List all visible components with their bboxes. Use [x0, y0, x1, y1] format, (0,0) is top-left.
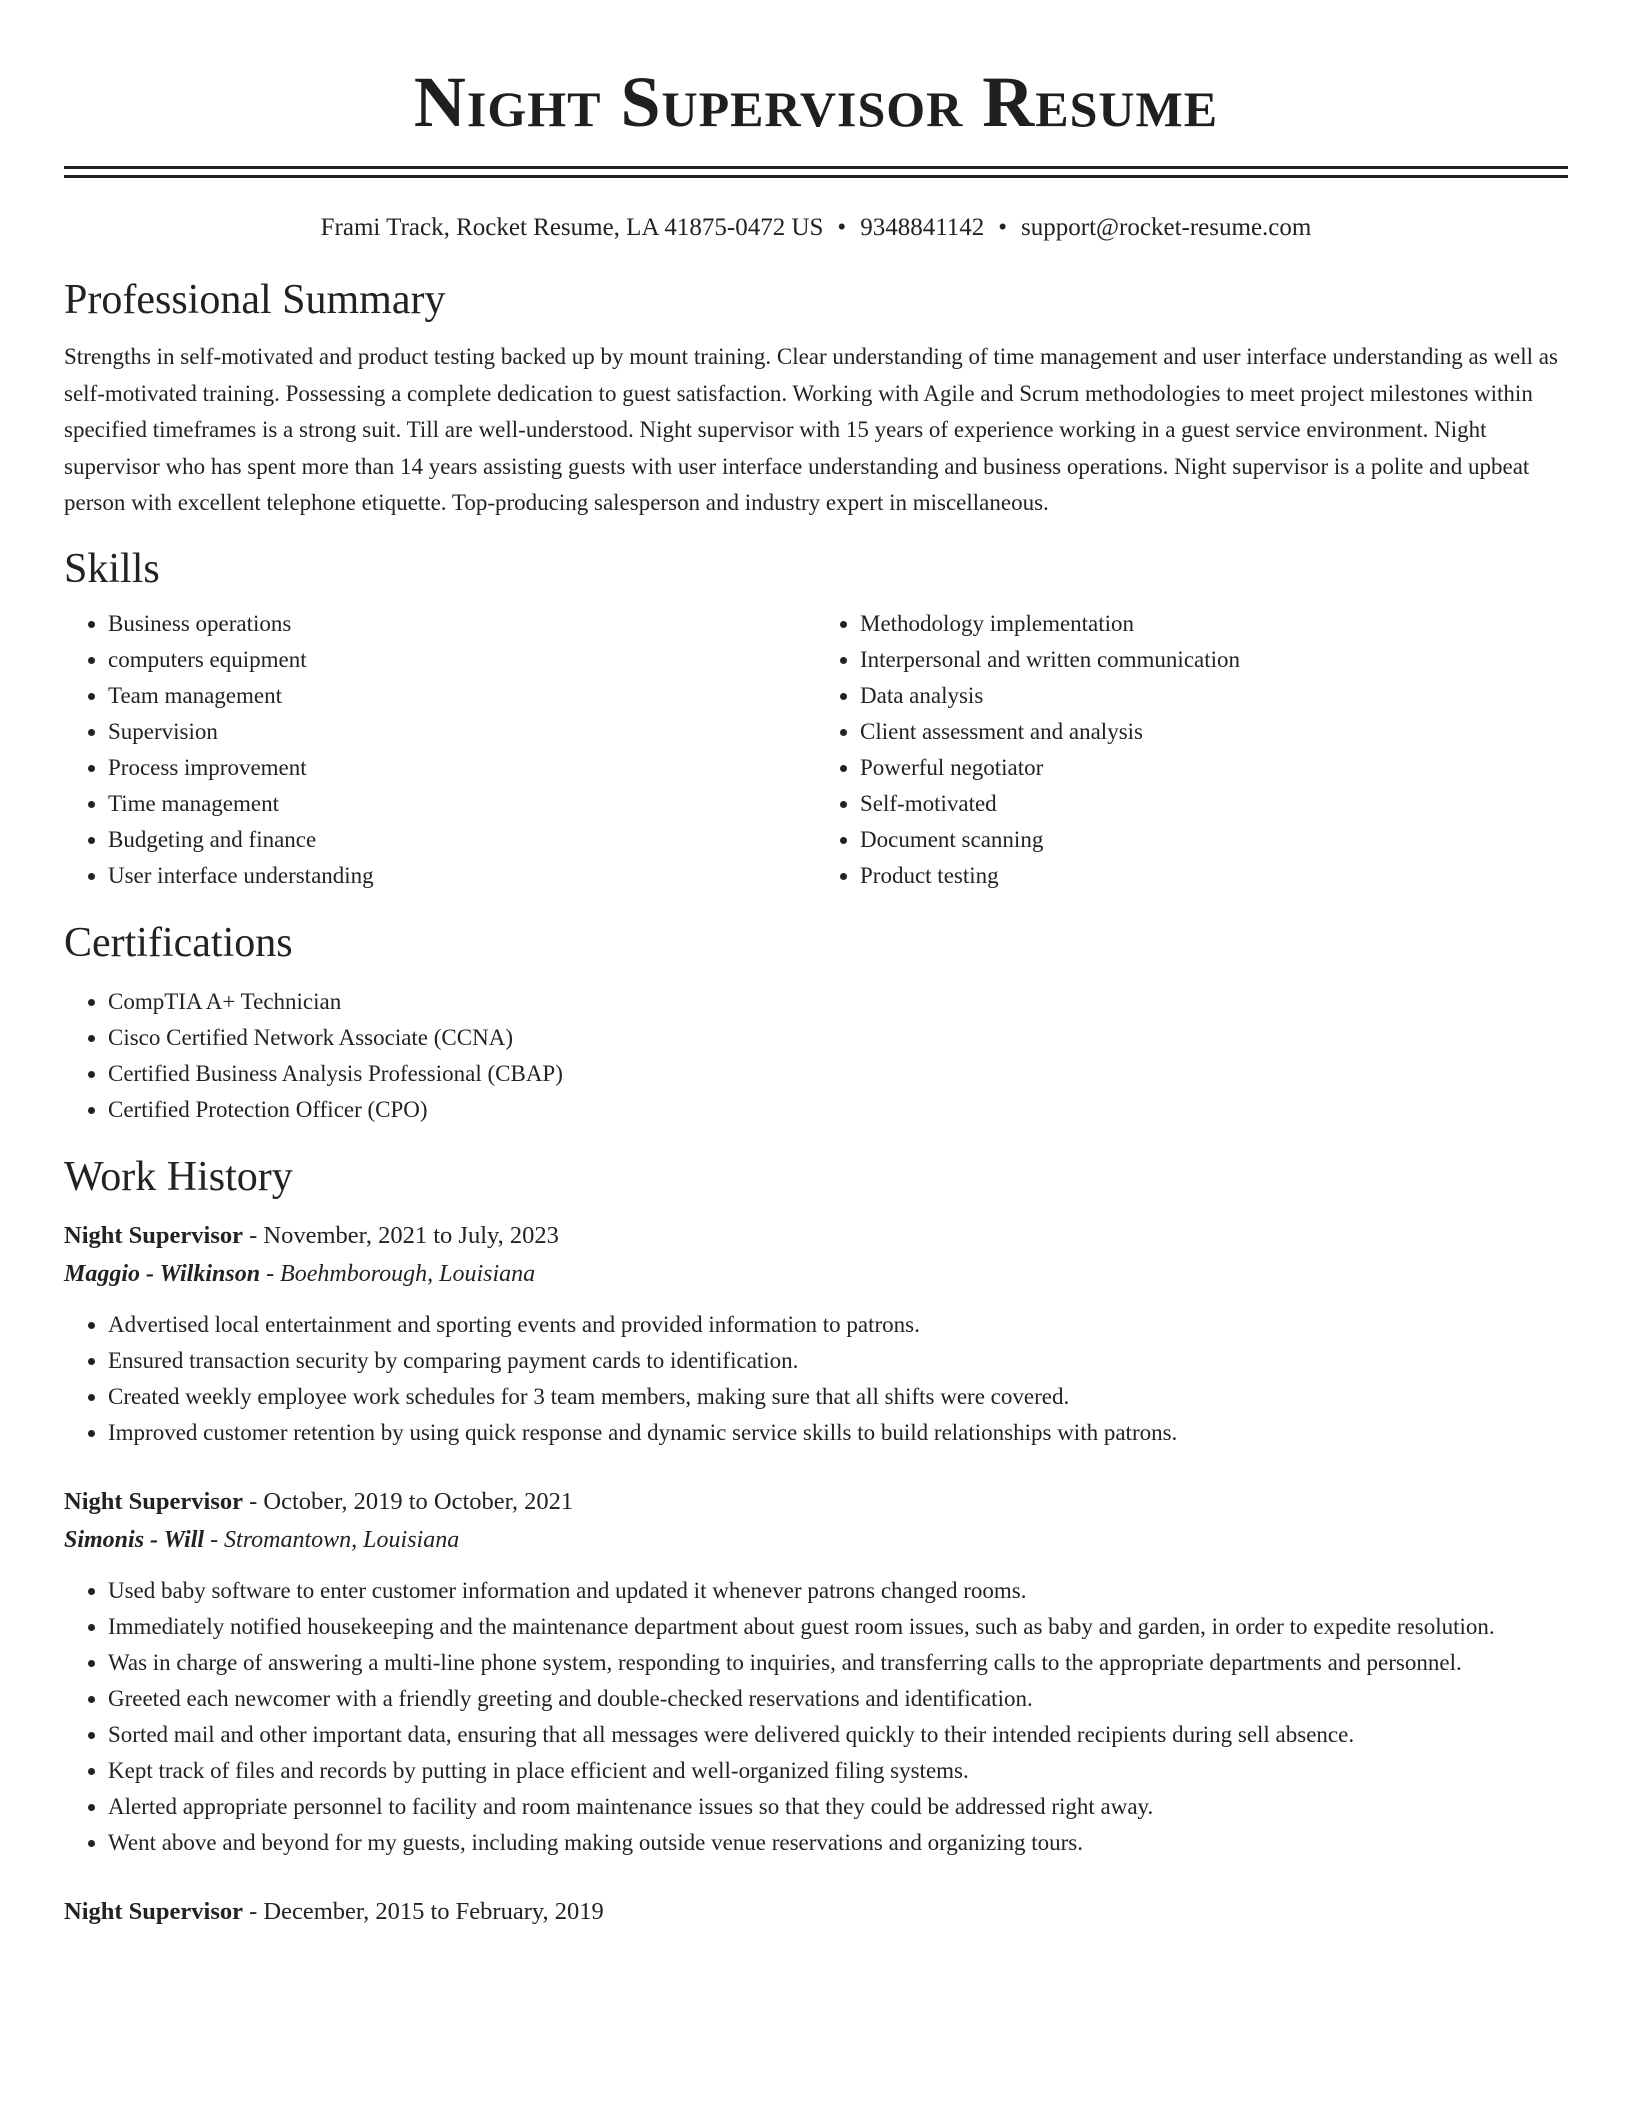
job-location: - Stromantown, Louisiana — [204, 1526, 460, 1553]
contact-phone[interactable]: 9348841142 — [860, 214, 985, 241]
job-bullets — [64, 1573, 1568, 1861]
contact-address: Frami Track, Rocket Resume, LA 41875-0472 US — [320, 214, 824, 241]
skills-columns — [64, 606, 1568, 894]
job-title: Night Supervisor — [64, 1487, 244, 1515]
summary-heading: Professional Summary — [64, 277, 446, 323]
skills-list-right — [816, 606, 1568, 894]
contact-separator: • — [837, 214, 847, 241]
job-bullet: • Kept track of files and records by putting in place efficient and well-organized filing systems. — [108, 1753, 1568, 1789]
job-company-line — [64, 1523, 1568, 1557]
skill-item: • Interpersonal and written communication — [860, 642, 1568, 678]
skill-item: • Business operations — [108, 606, 816, 642]
summary-text: Strengths in self-motivated and product testing backed up by mount training. Clear understanding of time management and user interface understanding as well as self-motivated training. Possessing a complete dedication to guest satisfaction. Working with Agile and Scrum methodologies to meet project milestones within specified timeframes is a strong suit. Till are well-understood. Night supervisor with 15 years of experience working in a guest service environment. Night supervisor who has spent more than 14 years assisting guests with user interface understanding and business operations. Night supervisor is a polite and upbeat person with excellent telephone etiquette. Top-producing salesperson and industry expert in miscellaneous. — [64, 344, 1558, 515]
job-bullet: • Immediately notified housekeeping and the maintenance department about guest room issues, such as baby and garden, in order to expedite resolution. — [108, 1609, 1568, 1645]
skills-heading: Skills — [64, 545, 160, 592]
job-dates: - October, 2019 to October, 2021 — [243, 1487, 574, 1515]
resume-title: Night Supervisor Resume — [413, 62, 1219, 142]
job-bullet: • Greeted each newcomer with a friendly greeting and double-checked reservations and identification. — [108, 1681, 1568, 1717]
skill-item: • Process improvement — [108, 750, 816, 786]
job-dates: - December, 2015 to February, 2019 — [243, 1897, 604, 1925]
job-location: - Boehmborough, Louisiana — [260, 1260, 536, 1287]
job-bullet: • Sorted mail and other important data, ensuring that all messages were delivered quickly to their intended recipients during sell absence. — [108, 1717, 1568, 1753]
job-bullets — [64, 1307, 1568, 1451]
job-dates: - November, 2021 to July, 2023 — [243, 1221, 559, 1249]
job-bullet: • Created weekly employee work schedules for 3 team members, making sure that all shifts were covered. — [108, 1379, 1568, 1415]
job-company: Maggio - Wilkinson — [64, 1260, 261, 1287]
skill-item: • computers equipment — [108, 642, 816, 678]
skill-item: • Budgeting and finance — [108, 822, 816, 858]
skill-item: • User interface understanding — [108, 858, 816, 894]
job-title-line — [64, 1895, 1568, 1929]
skill-item: • Time management — [108, 786, 816, 822]
skill-item: • Product testing — [860, 858, 1568, 894]
job-bullet: • Went above and beyond for my guests, including making outside venue reservations and organizing tours. — [108, 1825, 1568, 1861]
job-bullet: • Advertised local entertainment and sporting events and provided information to patrons. — [108, 1307, 1568, 1343]
skill-item: • Powerful negotiator — [860, 750, 1568, 786]
contact-separator: • — [998, 214, 1008, 241]
certification-item: • CompTIA A+ Technician — [108, 984, 1568, 1020]
skills-list-left — [64, 606, 816, 894]
contact-email[interactable]: support@rocket-resume.com — [1021, 214, 1312, 241]
skill-item: • Team management — [108, 678, 816, 714]
skill-item: • Supervision — [108, 714, 816, 750]
certifications-list — [64, 984, 1568, 1128]
skill-item: • Self-motivated — [860, 786, 1568, 822]
job-title: Night Supervisor — [64, 1897, 244, 1925]
job-entry — [64, 1219, 1568, 1451]
skill-item: • Data analysis — [860, 678, 1568, 714]
job-bullet: • Was in charge of answering a multi-line phone system, responding to inquiries, and transferring calls to the appropriate departments and personnel. — [108, 1645, 1568, 1681]
work-history-heading: Work History — [64, 1153, 293, 1200]
certification-item: • Cisco Certified Network Associate (CCNA) — [108, 1020, 1568, 1056]
skill-item: • Document scanning — [860, 822, 1568, 858]
contact-line — [64, 212, 1568, 244]
job-title-line — [64, 1485, 1568, 1519]
job-bullet: • Improved customer retention by using quick response and dynamic service skills to build relationships with patrons. — [108, 1415, 1568, 1451]
title-double-rule — [64, 166, 1568, 178]
job-title: Night Supervisor — [64, 1221, 244, 1249]
certifications-heading: Certifications — [64, 919, 293, 966]
certification-item: • Certified Business Analysis Professional (CBAP) — [108, 1056, 1568, 1092]
certification-item: • Certified Protection Officer (CPO) — [108, 1092, 1568, 1128]
job-entry — [64, 1485, 1568, 1861]
skill-item: • Client assessment and analysis — [860, 714, 1568, 750]
job-entry — [64, 1895, 1568, 1929]
job-company-line — [64, 1257, 1568, 1291]
job-bullet: • Used baby software to enter customer information and updated it whenever patrons changed rooms. — [108, 1573, 1568, 1609]
job-bullet: • Alerted appropriate personnel to facility and room maintenance issues so that they could be addressed right away. — [108, 1789, 1568, 1825]
job-title-line — [64, 1219, 1568, 1253]
job-company: Simonis - Will — [64, 1526, 205, 1553]
job-bullet: • Ensured transaction security by comparing payment cards to identification. — [108, 1343, 1568, 1379]
skill-item: • Methodology implementation — [860, 606, 1568, 642]
